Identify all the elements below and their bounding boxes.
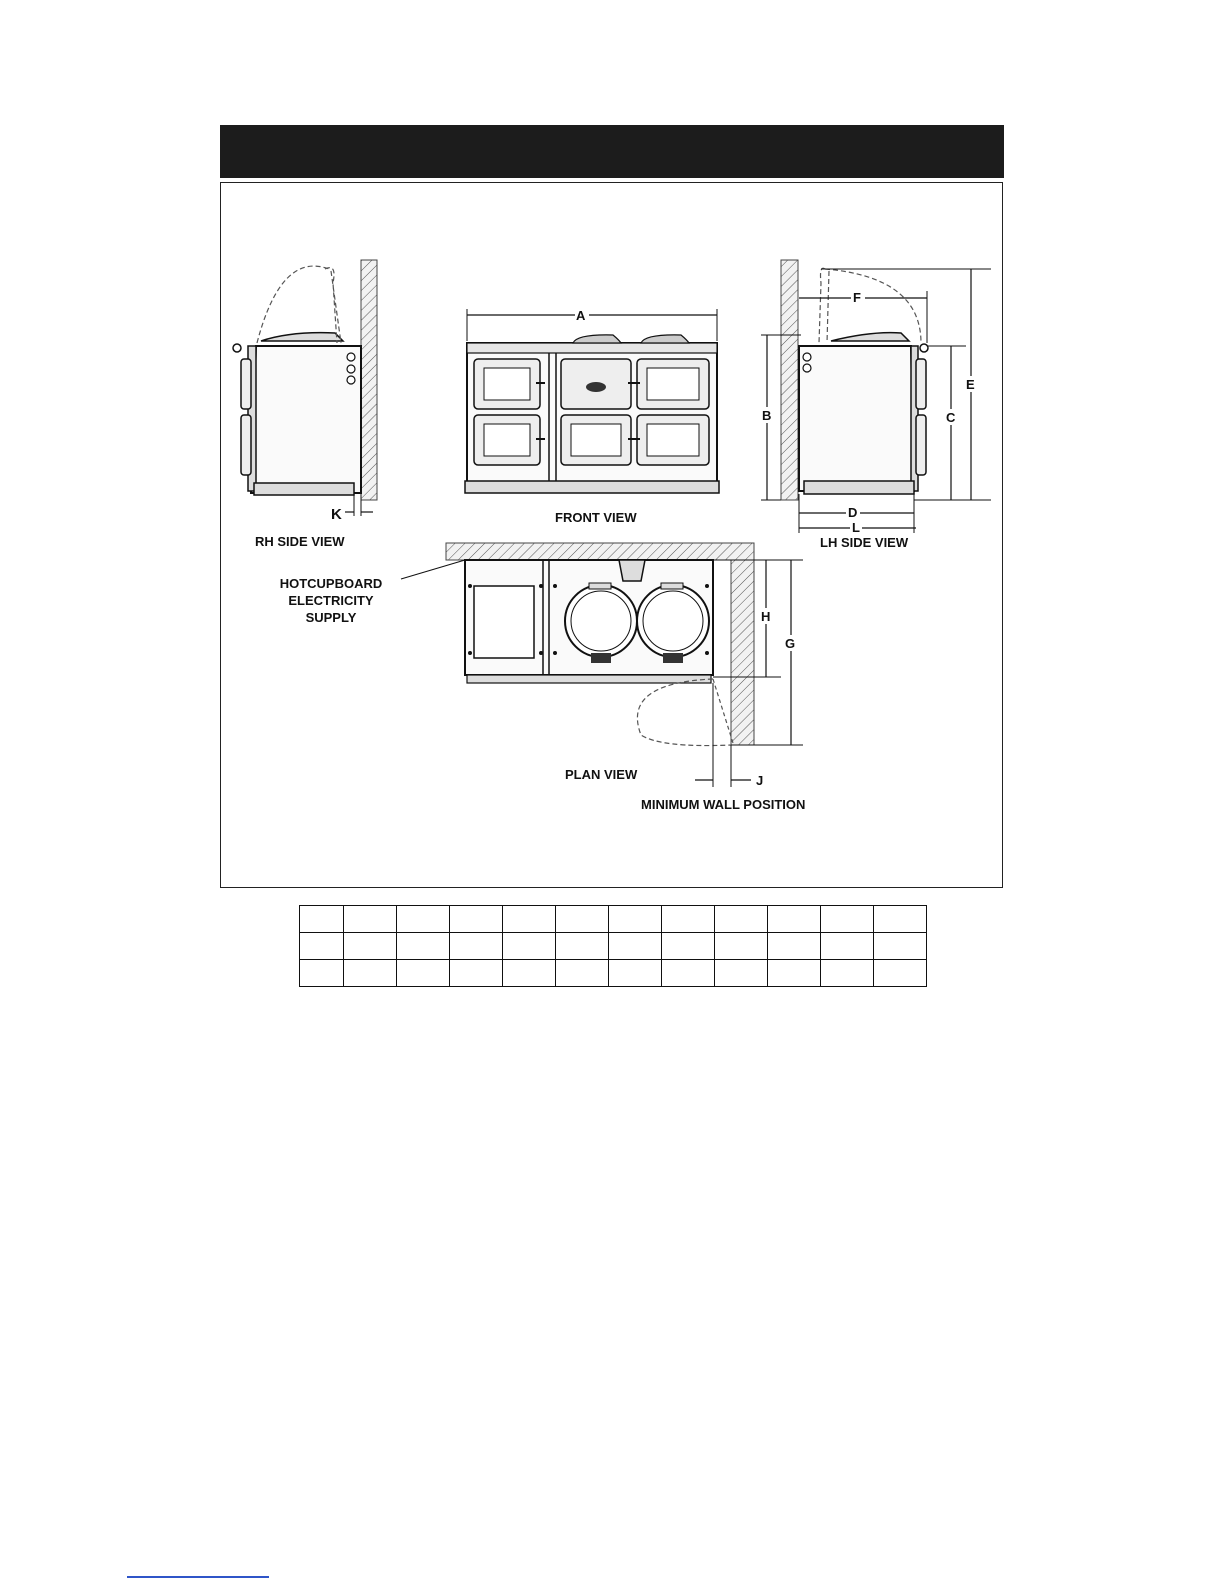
table-cell	[450, 906, 503, 933]
plan-hotcupboard	[474, 586, 534, 658]
table-cell	[344, 933, 397, 960]
plan-flue	[619, 560, 645, 581]
rh-lid-open	[325, 268, 341, 343]
rh-control-knob	[347, 353, 355, 361]
plan-view-title: PLAN VIEW	[565, 767, 638, 782]
plan-side-wall	[731, 560, 754, 745]
rh-towel-rail-end	[233, 344, 241, 352]
diagram-frame	[220, 182, 1003, 888]
table-cell	[609, 933, 662, 960]
dimensions-table	[299, 905, 927, 987]
table-cell	[768, 906, 821, 933]
table-cell	[821, 933, 874, 960]
header-bar	[220, 125, 1004, 178]
table-cell	[503, 906, 556, 933]
plan-door-swing-arc	[637, 679, 731, 746]
dim-label-b: B	[762, 408, 772, 423]
dim-label-e: E	[966, 377, 975, 392]
plan-lid-handle	[591, 653, 611, 663]
table-cell	[397, 906, 450, 933]
table-cell	[874, 960, 927, 987]
rh-wall	[361, 260, 377, 500]
table-row	[300, 960, 927, 987]
rh-lower-door	[241, 415, 251, 475]
front-view	[465, 308, 719, 525]
plan-view	[280, 543, 806, 812]
dim-label-l: L	[852, 520, 860, 535]
lh-upper-door	[916, 359, 926, 409]
dim-label-c: C	[946, 410, 956, 425]
lh-lid-swing-arc	[825, 269, 921, 343]
callout-line-3: SUPPLY	[305, 610, 357, 625]
minimum-wall-position-label: MINIMUM WALL POSITION	[641, 797, 806, 812]
table-cell	[662, 933, 715, 960]
table-cell	[344, 960, 397, 987]
plan-back-wall	[446, 543, 754, 560]
dim-label-g: G	[785, 636, 796, 651]
plan-hotplate-lid	[637, 585, 709, 657]
brand-badge-icon	[586, 382, 606, 392]
callout-line-2: ELECTRICITY	[288, 593, 374, 608]
table-cell	[556, 933, 609, 960]
lh-cooker-body	[799, 346, 914, 491]
callout-leader-line	[401, 560, 465, 579]
rh-upper-door	[241, 359, 251, 409]
table-cell	[300, 960, 344, 987]
table-cell	[397, 933, 450, 960]
table-cell	[503, 933, 556, 960]
front-hotplate-lid	[573, 335, 621, 343]
table-cell	[821, 906, 874, 933]
lh-plinth	[804, 481, 914, 494]
front-view-title: FRONT VIEW	[555, 510, 637, 525]
table-cell	[556, 906, 609, 933]
table-cell	[397, 960, 450, 987]
table-cell	[874, 906, 927, 933]
table-cell	[609, 960, 662, 987]
table-cell	[300, 906, 344, 933]
lh-hotplate-lid	[831, 333, 909, 341]
dimension-diagram	[221, 183, 1004, 889]
plan-towel-rail	[467, 675, 711, 683]
front-top-plate	[467, 343, 717, 353]
rh-control-knob	[347, 365, 355, 373]
lh-control-knob	[803, 364, 811, 372]
plan-hotplate-lid	[565, 585, 637, 657]
rh-cooker-body	[251, 346, 361, 493]
dim-label-k: K	[331, 506, 342, 523]
lh-towel-rail-end	[920, 344, 928, 352]
table-cell	[715, 960, 768, 987]
rh-lid-swing-arc	[257, 266, 329, 343]
table-cell	[715, 906, 768, 933]
lh-lower-door	[916, 415, 926, 475]
table-cell	[662, 960, 715, 987]
dim-label-f: F	[853, 290, 861, 305]
table-cell	[450, 960, 503, 987]
dim-label-d: D	[848, 505, 858, 520]
rh-control-knob	[347, 376, 355, 384]
rh-side-view	[233, 260, 377, 549]
lh-control-knob	[803, 353, 811, 361]
dim-label-a: A	[576, 308, 586, 323]
lh-lid-open	[819, 268, 829, 343]
table-cell	[450, 933, 503, 960]
plan-lid-handle	[663, 653, 683, 663]
rh-plinth	[254, 483, 354, 495]
footer-link-underline[interactable]	[127, 1576, 269, 1578]
table-cell	[768, 933, 821, 960]
dim-label-h: H	[761, 609, 771, 624]
table-cell	[662, 906, 715, 933]
lh-side-view	[760, 260, 991, 550]
table-cell	[821, 960, 874, 987]
rh-hotplate-lid	[261, 333, 343, 341]
table-cell	[768, 960, 821, 987]
table-cell	[556, 960, 609, 987]
rh-side-view-title: RH SIDE VIEW	[255, 534, 345, 549]
table-cell	[609, 906, 662, 933]
table-cell	[503, 960, 556, 987]
table-cell	[300, 933, 344, 960]
table-cell	[715, 933, 768, 960]
lh-side-view-title: LH SIDE VIEW	[820, 535, 909, 550]
table-cell	[874, 933, 927, 960]
lh-wall	[781, 260, 798, 500]
front-plinth	[465, 481, 719, 493]
front-hotplate-lid	[641, 335, 689, 343]
table-row	[300, 933, 927, 960]
dim-label-j: J	[756, 773, 764, 788]
table-cell	[344, 906, 397, 933]
table-row	[300, 906, 927, 933]
callout-line-1: HOTCUPBOARD	[279, 576, 383, 591]
